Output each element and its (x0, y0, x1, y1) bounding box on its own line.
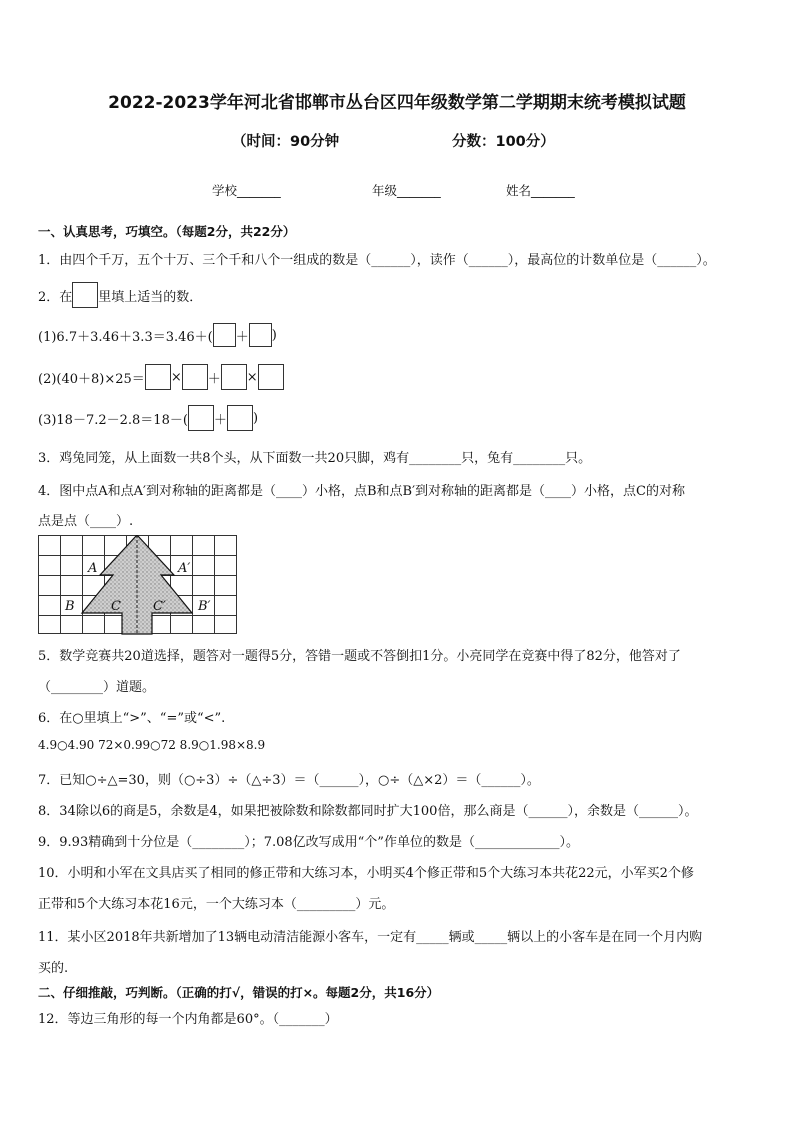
page-title: 2022-2023学年河北省邯郸市丛台区四年级数学第二学期期末统考模拟试题 (108, 93, 686, 113)
question-1: 1．由四个千万，五个十万、三个千和八个一组成的数是（______），读作（______），最高位的计数单位是（______）。 (38, 253, 716, 268)
question-12: 12．等边三角形的每一个内角都是60°。（_______） (38, 1012, 338, 1027)
equation-lhs: (2)(40＋8)×25＝ (38, 371, 145, 387)
answer-box[interactable] (258, 364, 284, 390)
section-2-heading: 二、仔细推敲，巧判断。（正确的打√，错误的打×。每题2分，共16分） (38, 985, 440, 1000)
question-11-line-1: 11．某小区2018年共新增加了13辆电动清洁能源小客车，一定有_____辆或_____辆以上的小客车是在同一个月内购 (38, 930, 703, 945)
equation-lhs: (1)6.7＋3.46＋3.3＝3.46＋( (38, 329, 213, 345)
name-field: 姓名_______ (506, 183, 575, 198)
answer-box[interactable] (227, 405, 253, 431)
question-6: 6．在○里填上“>”、“=”或“<”. (38, 711, 226, 726)
label-B: B (65, 599, 75, 614)
question-4-line-1: 4．图中点A和点A′到对称轴的距离都是（____）小格，点B和点B′到对称轴的距离都是（____）小格，点C的对称 (38, 484, 686, 499)
time-label: （时间：90分钟 (232, 134, 340, 150)
question-5-line-2: （________）道题。 (38, 680, 156, 695)
question-3: 3．鸡兔同笼，从上面数一共8个头，从下面数一共20只脚，鸡有________只，兔有________只。 (38, 451, 592, 466)
section-1-heading: 一、认真思考，巧填空。（每题2分，共22分） (38, 224, 296, 239)
score-label: 分数：100分） (452, 134, 555, 150)
label-A-prime: A′ (178, 561, 191, 576)
plus-sign: ＋ (235, 329, 249, 345)
question-5-line-1: 5．数学竞赛共20道选择，题答对一题得5分，答错一题或不答倒扣1分。小亮同学在竞赛中得了82分，他答对了 (38, 649, 681, 664)
tree-shape (82, 535, 192, 634)
answer-box[interactable] (188, 405, 214, 431)
question-2-suffix: 里填上适当的数． (98, 289, 203, 305)
grade-field: 年级_______ (372, 183, 441, 198)
times-sign: × (170, 369, 182, 385)
question-7: 7．已知○÷△=30，则（○÷3）÷（△÷3）＝（______），○÷（△×2）＝（______）。 (38, 773, 540, 788)
question-8: 8．34除以6的商是5，余数是4，如果把被除数和除数都同时扩大100倍，那么商是（______），余数是（______）。 (38, 804, 698, 819)
question-6-items: 4.9○4.90 72×0.99○72 8.9○1.98×8.9 (38, 738, 266, 752)
close-paren: ) (271, 327, 277, 343)
label-A: A (88, 561, 98, 576)
times-sign: × (246, 369, 258, 385)
answer-box[interactable] (145, 364, 171, 390)
answer-box[interactable] (213, 323, 236, 347)
label-C-prime: C′ (153, 599, 166, 614)
question-4-line-2: 点是点（____）. (38, 514, 134, 529)
question-9: 9．9.93精确到十分位是（________）；7.08亿改写成用“个”作单位的数是（_____________）。 (38, 835, 579, 850)
label-C: C (111, 599, 121, 614)
question-2 (38, 282, 202, 308)
answer-box[interactable] (72, 282, 98, 308)
symmetry-figure (38, 535, 238, 635)
question-10-line-1: 10．小明和小军在文具店买了相同的修正带和大练习本，小明买4个修正带和5个大练习本共花22元，小军买2个修 (38, 866, 694, 881)
question-11-line-2: 买的. (38, 961, 69, 976)
answer-box[interactable] (182, 364, 208, 390)
answer-box[interactable] (221, 364, 247, 390)
answer-box[interactable] (249, 323, 272, 347)
question-2-part-2 (38, 364, 284, 390)
plus-sign: ＋ (207, 371, 221, 387)
close-paren: ) (252, 410, 259, 426)
question-2-prefix: 2．在 (38, 289, 73, 305)
school-field: 学校_______ (212, 183, 281, 198)
question-2-part-3 (38, 405, 258, 431)
plus-sign: ＋ (213, 412, 227, 428)
question-2-part-1 (38, 323, 277, 347)
equation-lhs: (3)18－7.2－2.8＝18－( (38, 412, 188, 428)
question-10-line-2: 正带和5个大练习本花16元，一个大练习本（_________）元。 (38, 897, 395, 912)
label-B-prime: B′ (198, 599, 211, 614)
